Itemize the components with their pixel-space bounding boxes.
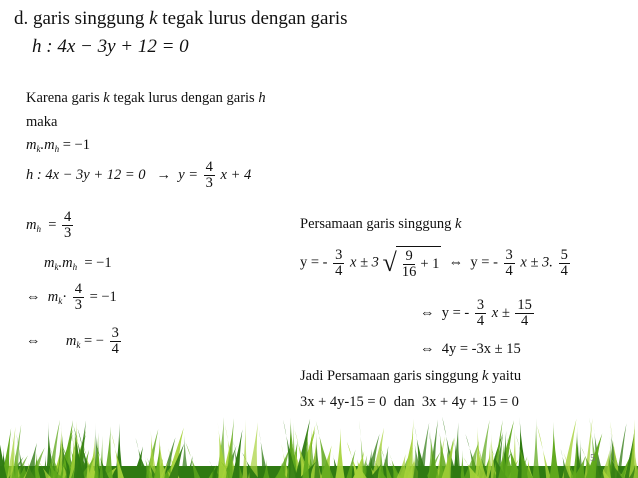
- fraction-numerator: 3: [335, 246, 343, 263]
- grass-decoration: [0, 408, 638, 478]
- mh-value: [26, 210, 75, 241]
- fraction-5-4: [559, 248, 570, 279]
- fraction-denominator: 4: [521, 313, 529, 330]
- line-h-equation: h : 4x − 3y + 12 = 0: [32, 36, 189, 57]
- tangent-heading-k: k: [455, 216, 462, 232]
- fraction-denominator: 4: [505, 262, 513, 279]
- fraction-denominator: 3: [205, 175, 213, 192]
- iff-icon: ⇔: [26, 333, 41, 350]
- fraction-numerator: 4: [74, 281, 82, 297]
- grass-blade: [335, 428, 344, 478]
- fraction-3-4: [333, 248, 344, 279]
- eq1-lhs: y = -: [300, 254, 328, 271]
- fraction-3-4: [475, 298, 486, 329]
- iff-step-1-rhs: = −1: [89, 289, 117, 306]
- eq2-mid: x ±: [491, 305, 510, 322]
- grass-blade: [533, 418, 540, 478]
- fraction-4-3: [73, 282, 84, 313]
- iff-icon: ⇔: [26, 289, 41, 306]
- final-dan: dan: [393, 394, 415, 410]
- iff-step-2-equals: = −: [83, 333, 104, 350]
- conclusion-text: Jadi Persamaan garis singgung: [300, 368, 479, 384]
- conclusion-line: [300, 368, 521, 385]
- tangent-heading-text: Persamaan garis singgung: [300, 216, 452, 232]
- fraction-denominator: 4: [560, 262, 568, 279]
- mh-symbol: m: [26, 217, 37, 234]
- mh-equals: =: [48, 217, 57, 234]
- fraction-numerator: 5: [560, 246, 568, 263]
- mh-subscript: h: [36, 224, 41, 235]
- fraction-denominator: 4: [335, 262, 343, 279]
- reason-h: h: [258, 90, 266, 106]
- iff-step-1: ⇔ $m_k\cdot$ $\frac{4}{3}$ = −1: [26, 281, 117, 314]
- fraction-numerator: 3: [476, 297, 485, 313]
- tangent-equation-3: [420, 341, 521, 358]
- iff-icon: ⇔: [448, 254, 464, 271]
- slope-form-rest: x + 4: [220, 167, 252, 184]
- fraction-numerator: 3: [111, 325, 119, 341]
- arrow-icon: →: [156, 167, 171, 184]
- reason-line: [26, 90, 266, 107]
- page-number: 5: [590, 452, 596, 464]
- eq1-mid-2: x ± 3.: [520, 254, 553, 271]
- fraction-denominator: 4: [111, 341, 119, 358]
- grass-blade: [460, 450, 464, 478]
- final-equation-a: 3x + 4y-15 = 0: [300, 394, 387, 410]
- square-root: [383, 246, 442, 280]
- fraction-denominator: 16: [401, 264, 417, 281]
- grass-blade: [104, 426, 113, 478]
- radical-icon: √: [382, 248, 397, 278]
- slope-product-equation-2: $m_k.m_h = -1$: [44, 255, 112, 272]
- title-variable: k: [149, 8, 158, 29]
- slope-product-rhs-2: = −1: [84, 255, 112, 271]
- slope-product-equation: $m_k.m_h = -1$: [26, 137, 90, 154]
- iff-icon: ⇔: [420, 341, 435, 357]
- grass-blade: [452, 422, 461, 478]
- reason-text-a: Karena garis: [26, 90, 100, 106]
- final-equation-b: 3x + 4y + 15 = 0: [421, 394, 519, 410]
- reason-k: k: [103, 90, 110, 106]
- y-equals: y =: [178, 167, 199, 184]
- fraction-3-4: [110, 326, 121, 357]
- eq3-text: 4y = -3x ± 15: [441, 341, 521, 357]
- radicand: [396, 246, 442, 280]
- iff-step-2: ⇔ $m_k$ = − $\frac{3}{4}$: [26, 325, 119, 358]
- slide-title: [14, 8, 348, 30]
- fraction-denominator: 4: [476, 313, 485, 330]
- eq2-lhs: y = -: [441, 305, 470, 322]
- title-suffix: tegak lurus dengan garis: [162, 8, 348, 29]
- fraction-numerator: 4: [205, 159, 213, 175]
- fraction-numerator: 15: [517, 297, 532, 313]
- tangent-heading: [300, 216, 461, 233]
- eq1-plus-one: + 1: [420, 256, 440, 273]
- h-to-slope-form: [26, 160, 251, 191]
- fraction-denominator: 3: [74, 297, 82, 314]
- eq1-mid: x ± 3: [350, 254, 379, 271]
- conclusion-suffix: yaitu: [492, 368, 522, 384]
- fraction-4-3: [204, 160, 215, 191]
- title-prefix: d. garis singgung: [14, 8, 145, 29]
- reason-text-b: tegak lurus dengan garis: [113, 90, 255, 106]
- eq1-lhs-2: y = -: [470, 254, 498, 271]
- maka-text: maka: [26, 114, 58, 130]
- dot-operator: ·: [62, 289, 68, 306]
- h-equation-lhs: h : 4x − 3y + 12 = 0: [26, 167, 146, 184]
- fraction-numerator: 9: [405, 248, 413, 264]
- fraction-numerator: 3: [505, 246, 513, 263]
- fraction-15-4: [515, 298, 534, 329]
- fraction-numerator: 4: [64, 209, 72, 225]
- fraction-3-4: [504, 248, 515, 279]
- mh-fraction: [62, 210, 73, 241]
- slope-product-rhs: = −1: [62, 137, 90, 153]
- fraction-9-16: [400, 249, 419, 280]
- iff-icon: ⇔: [420, 305, 435, 322]
- fraction-denominator: 3: [64, 225, 72, 242]
- conclusion-k: k: [482, 368, 489, 384]
- grass-blade: [243, 419, 248, 478]
- grass-blade: [181, 435, 189, 478]
- tangent-equation-1: [300, 246, 572, 280]
- tangent-equation-2: [420, 298, 536, 329]
